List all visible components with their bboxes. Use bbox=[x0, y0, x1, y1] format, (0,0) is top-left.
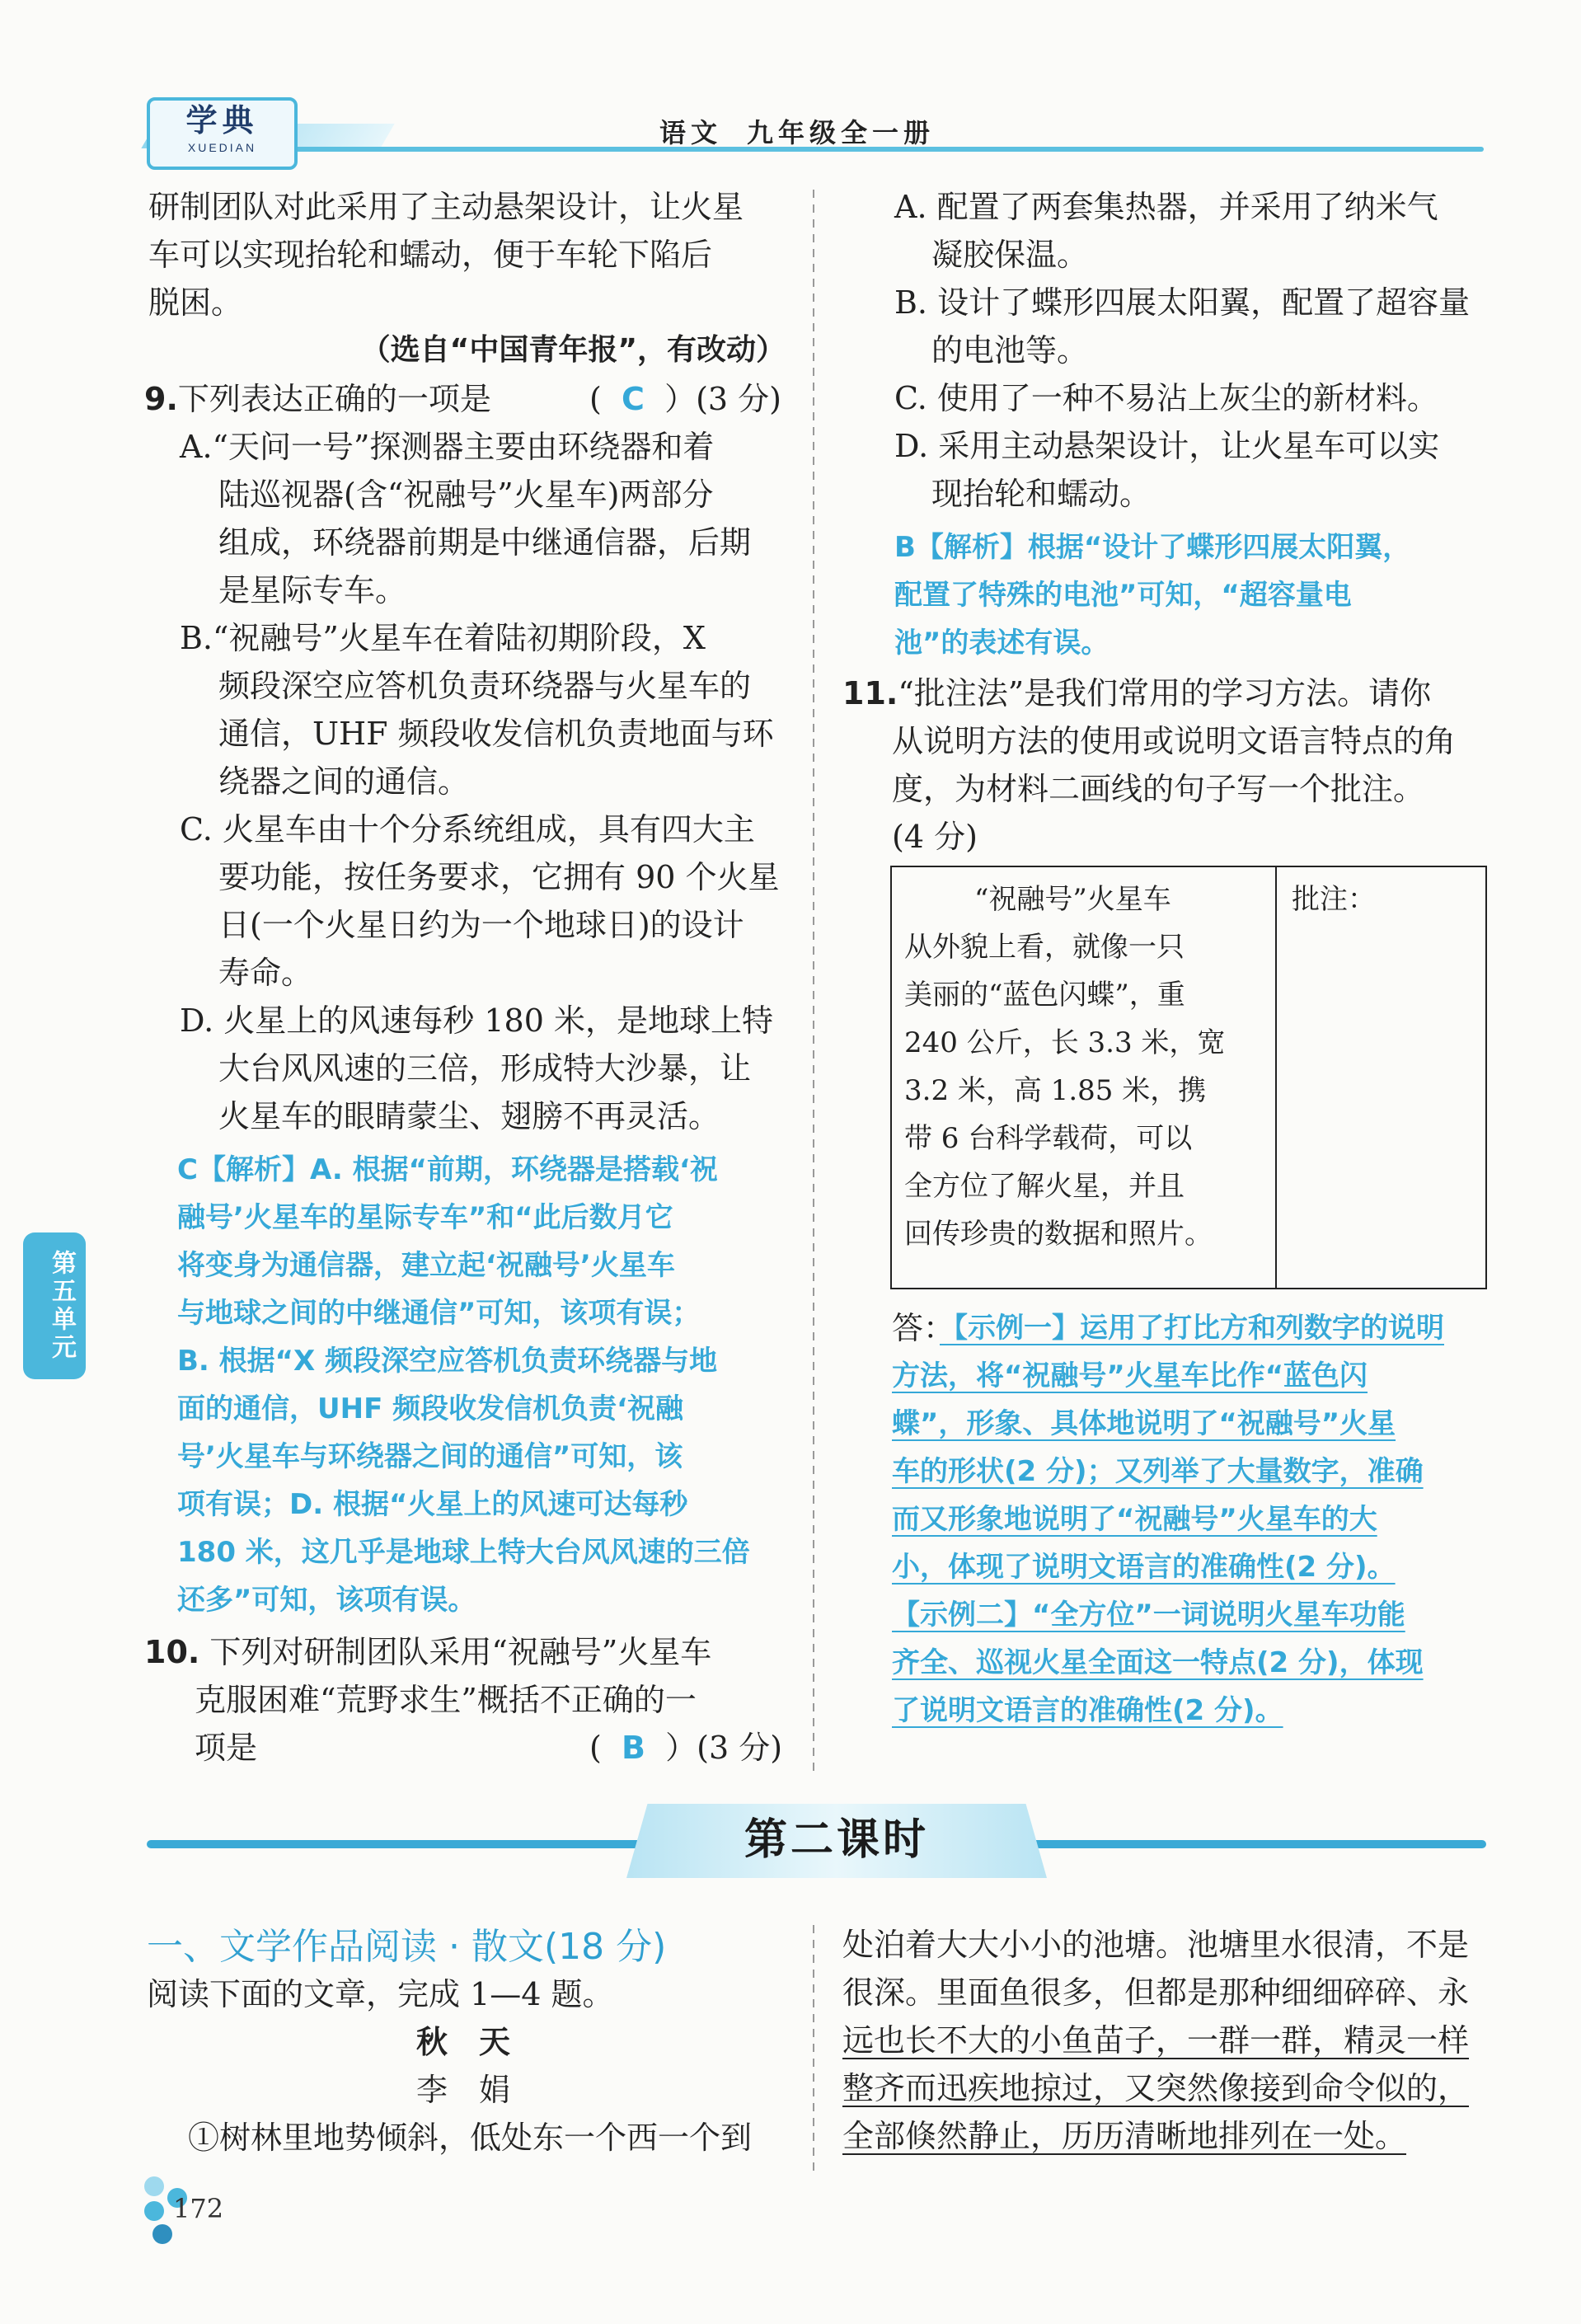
header-grade: 九年级全一册 bbox=[747, 117, 936, 148]
lesson-banner: 第二课时 bbox=[744, 1815, 929, 1865]
q9-option-c: C. 火星车由十个分系统组成，具有四大主 bbox=[180, 811, 755, 847]
q10-number: 10. bbox=[144, 1634, 200, 1670]
section-title: 一、文学作品阅读 · 散文(18 分) bbox=[147, 1926, 667, 1968]
q9-analysis: 与地球之间的中继通信”可知，该项有误； bbox=[177, 1297, 701, 1330]
q11-answer: 蝶”，形象、具体地说明了“祝融号”火星 bbox=[892, 1407, 1396, 1440]
header-title bbox=[659, 112, 935, 150]
q9-answer: C bbox=[622, 381, 645, 417]
q9-option-a: A.“天问一号”探测器主要由环绕器和着 bbox=[180, 429, 715, 465]
q11-number: 11. bbox=[842, 675, 898, 711]
page-number: 172 bbox=[173, 2193, 224, 2224]
table-text: 美丽的“蓝色闪蝶”，重 bbox=[904, 979, 1185, 1012]
table-text: 240 公斤，长 3.3 米，宽 bbox=[904, 1026, 1226, 1059]
unit-side-tab: 第五单元 bbox=[23, 1232, 86, 1379]
q9-option-a: 陆巡视器(含“祝融号”火星车)两部分 bbox=[218, 477, 714, 513]
article-paragraph: 处泊着大大小小的池塘。池塘里水很清，不是 bbox=[842, 1927, 1470, 1963]
q10-paren: ( bbox=[589, 1730, 602, 1766]
q9-option-b: 通信，UHF 频段收发信机负责地面与环 bbox=[218, 716, 774, 752]
q9-option-d: D. 火星上的风速每秒 180 米，是地球上特 bbox=[180, 1002, 773, 1039]
q11-line: 从说明方法的使用或说明文语言特点的角 bbox=[892, 723, 1457, 759]
q10-answer-slot bbox=[589, 1724, 782, 1772]
q9-option-c: 要功能，按任务要求，它拥有 90 个火星 bbox=[218, 859, 780, 895]
q9-paren: ( bbox=[589, 381, 602, 417]
q10-line: 克服困难“荒野求生”概括不正确的一 bbox=[195, 1682, 697, 1718]
q11-answer: 齐全、巡视火星全面这一特点(2 分)，体现 bbox=[892, 1646, 1424, 1679]
table-text: 全方位了解火星，并且 bbox=[904, 1170, 1185, 1203]
header-subject: 语文 bbox=[659, 117, 723, 148]
intro-line: 研制团队对此采用了主动悬架设计，让火星 bbox=[148, 189, 744, 225]
q10-analysis: 池”的表述有误。 bbox=[894, 627, 1110, 660]
q10-analysis: B【解析】根据“设计了蝶形四展太阳翼， bbox=[894, 531, 1411, 564]
q10-line: 下列对研制团队采用“祝融号”火星车 bbox=[209, 1634, 712, 1670]
q11-answer: 车的形状(2 分)；又列举了大量数字，准确 bbox=[892, 1455, 1424, 1488]
q9-analysis: B. 根据“X 频段深空应答机负责环绕器与地 bbox=[177, 1345, 718, 1378]
brand-logo bbox=[147, 97, 298, 170]
column-divider-lower bbox=[813, 1925, 814, 2172]
q9-number: 9. bbox=[144, 381, 178, 417]
q10-analysis: 配置了特殊的电池”可知，“超容量电 bbox=[894, 579, 1352, 612]
q11-answer: 了说明文语言的准确性(2 分)。 bbox=[892, 1694, 1283, 1727]
q9-option-b: 绕器之间的通信。 bbox=[218, 763, 470, 800]
q10-option-a: A. 配置了两套集热器，并采用了纳米气 bbox=[894, 189, 1438, 225]
article-title: 秋 天 bbox=[416, 2024, 511, 2060]
q9-option-d: 火星车的眼睛蒙尘、翅膀不再灵活。 bbox=[218, 1098, 720, 1134]
article-underlined: 全部倏然静止，历历清晰地排列在一处。 bbox=[842, 2118, 1407, 2154]
q10-option-c: C. 使用了一种不易沾上灰尘的新材料。 bbox=[894, 380, 1438, 416]
q9-option-d: 大台风风速的三倍，形成特大沙暴，让 bbox=[218, 1050, 752, 1087]
q11-line: “批注法”是我们常用的学习方法。请你 bbox=[898, 675, 1432, 711]
q9-option-a: 组成，环绕器前期是中继通信器，后期 bbox=[218, 524, 752, 561]
q11-answer: 方法，将“祝融号”火星车比作“蓝色闪 bbox=[892, 1359, 1368, 1392]
article-underlined: 整齐而迅疾地掠过，又突然像接到命令似的， bbox=[842, 2070, 1470, 2106]
q11-line: 度，为材料二画线的句子写一个批注。 bbox=[892, 771, 1425, 807]
q9-answer-slot bbox=[589, 375, 781, 423]
q10-option-d: D. 采用主动悬架设计，让火星车可以实 bbox=[894, 428, 1440, 464]
q9-analysis: 面的通信，UHF 频段收发信机负责‘祝融 bbox=[177, 1392, 684, 1425]
table-label: 批注： bbox=[1292, 883, 1376, 916]
q10-option-b: 的电池等。 bbox=[931, 332, 1089, 369]
source-note: （选自“中国青年报”，有改动） bbox=[360, 333, 786, 367]
article-paragraph bbox=[842, 1969, 1469, 2016]
question-9 bbox=[144, 375, 491, 423]
logo-cn: 学典 bbox=[185, 101, 259, 139]
question-11 bbox=[842, 669, 1431, 717]
q11-answer: 小，体现了说明文语言的准确性(2 分)。 bbox=[892, 1551, 1396, 1584]
column-divider bbox=[813, 190, 814, 1777]
q9-analysis: 将变身为通信器，建立起‘祝融号’火星车 bbox=[177, 1249, 675, 1282]
table-text: 从外貌上看，就像一只 bbox=[904, 931, 1185, 964]
q9-analysis: 项有误；D. 根据“火星上的风速可达每秒 bbox=[177, 1488, 688, 1521]
intro-line: 脱困。 bbox=[148, 284, 243, 321]
q9-option-a: 是星际专车。 bbox=[218, 572, 407, 608]
q9-score: ）(3 分) bbox=[664, 381, 781, 417]
q9-option-c: 寿命。 bbox=[218, 955, 313, 991]
logo-en: XUEDIAN bbox=[187, 141, 257, 154]
q9-analysis: 融号’火星车的星际专车”和“此后数月它 bbox=[177, 1201, 673, 1234]
q9-analysis: 180 米，这几乎是地球上特大台风风速的三倍 bbox=[177, 1536, 750, 1569]
q9-stem: 下列表达正确的一项是 bbox=[177, 381, 491, 417]
table-text: 回传珍贵的数据和照片。 bbox=[904, 1218, 1213, 1251]
q9-option-c: 日(一个火星日约为一个地球日)的设计 bbox=[218, 907, 744, 943]
q11-line: (4 分) bbox=[892, 819, 978, 855]
table-text: 3.2 米，高 1.85 米，携 bbox=[904, 1074, 1207, 1107]
q10-line: 项是 bbox=[195, 1730, 258, 1766]
q10-option-b: B. 设计了蝶形四展太阳翼，配置了超容量 bbox=[894, 284, 1471, 321]
q9-analysis: 号’火星车与环绕器之间的通信”可知，该 bbox=[177, 1440, 683, 1473]
q9-option-b: B.“祝融号”火星车在着陆初期阶段，X bbox=[180, 620, 706, 656]
table-divider bbox=[1275, 867, 1277, 1288]
q11-answer: 而又形象地说明了“祝融号”火星车的大 bbox=[892, 1503, 1377, 1536]
article-text: 很深。里面鱼很多，但都是那种细细碎碎、永 bbox=[842, 1974, 1470, 2011]
article-underlined: 远也长不大的小鱼苗子，一群一群，精灵一样 bbox=[842, 2022, 1470, 2059]
q11-answer: 【示例一】运用了打比方和列数字的说明 bbox=[940, 1312, 1444, 1345]
intro-line: 车可以实现抬轮和蠕动，便于车轮下陷后 bbox=[148, 237, 713, 273]
q10-score: ）(3 分) bbox=[665, 1730, 783, 1766]
article-author: 李 娟 bbox=[416, 2072, 511, 2108]
article-paragraph: ①树林里地势倾斜，低处东一个西一个到 bbox=[188, 2120, 753, 2156]
question-10 bbox=[144, 1628, 711, 1676]
q10-option-d: 现抬轮和蠕动。 bbox=[931, 476, 1152, 512]
q9-option-b: 频段深空应答机负责环绕器与火星车的 bbox=[218, 668, 752, 704]
q10-option-a: 凝胶保温。 bbox=[931, 237, 1089, 273]
q9-analysis: 还多”可知，该项有误。 bbox=[177, 1584, 476, 1617]
q9-analysis: C【解析】A. 根据“前期，环绕器是搭载‘祝 bbox=[177, 1153, 718, 1186]
answer-lead: 答： bbox=[892, 1310, 955, 1346]
q11-answer: 【示例二】“全方位”一词说明火星车功能 bbox=[892, 1599, 1405, 1631]
section-instruction: 阅读下面的文章，完成 1—4 题。 bbox=[147, 1976, 614, 2012]
table-text: 带 6 台科学载荷，可以 bbox=[904, 1122, 1193, 1155]
table-text: “祝融号”火星车 bbox=[974, 883, 1171, 916]
q10-answer: B bbox=[622, 1730, 645, 1766]
annotation-table bbox=[890, 866, 1487, 1289]
